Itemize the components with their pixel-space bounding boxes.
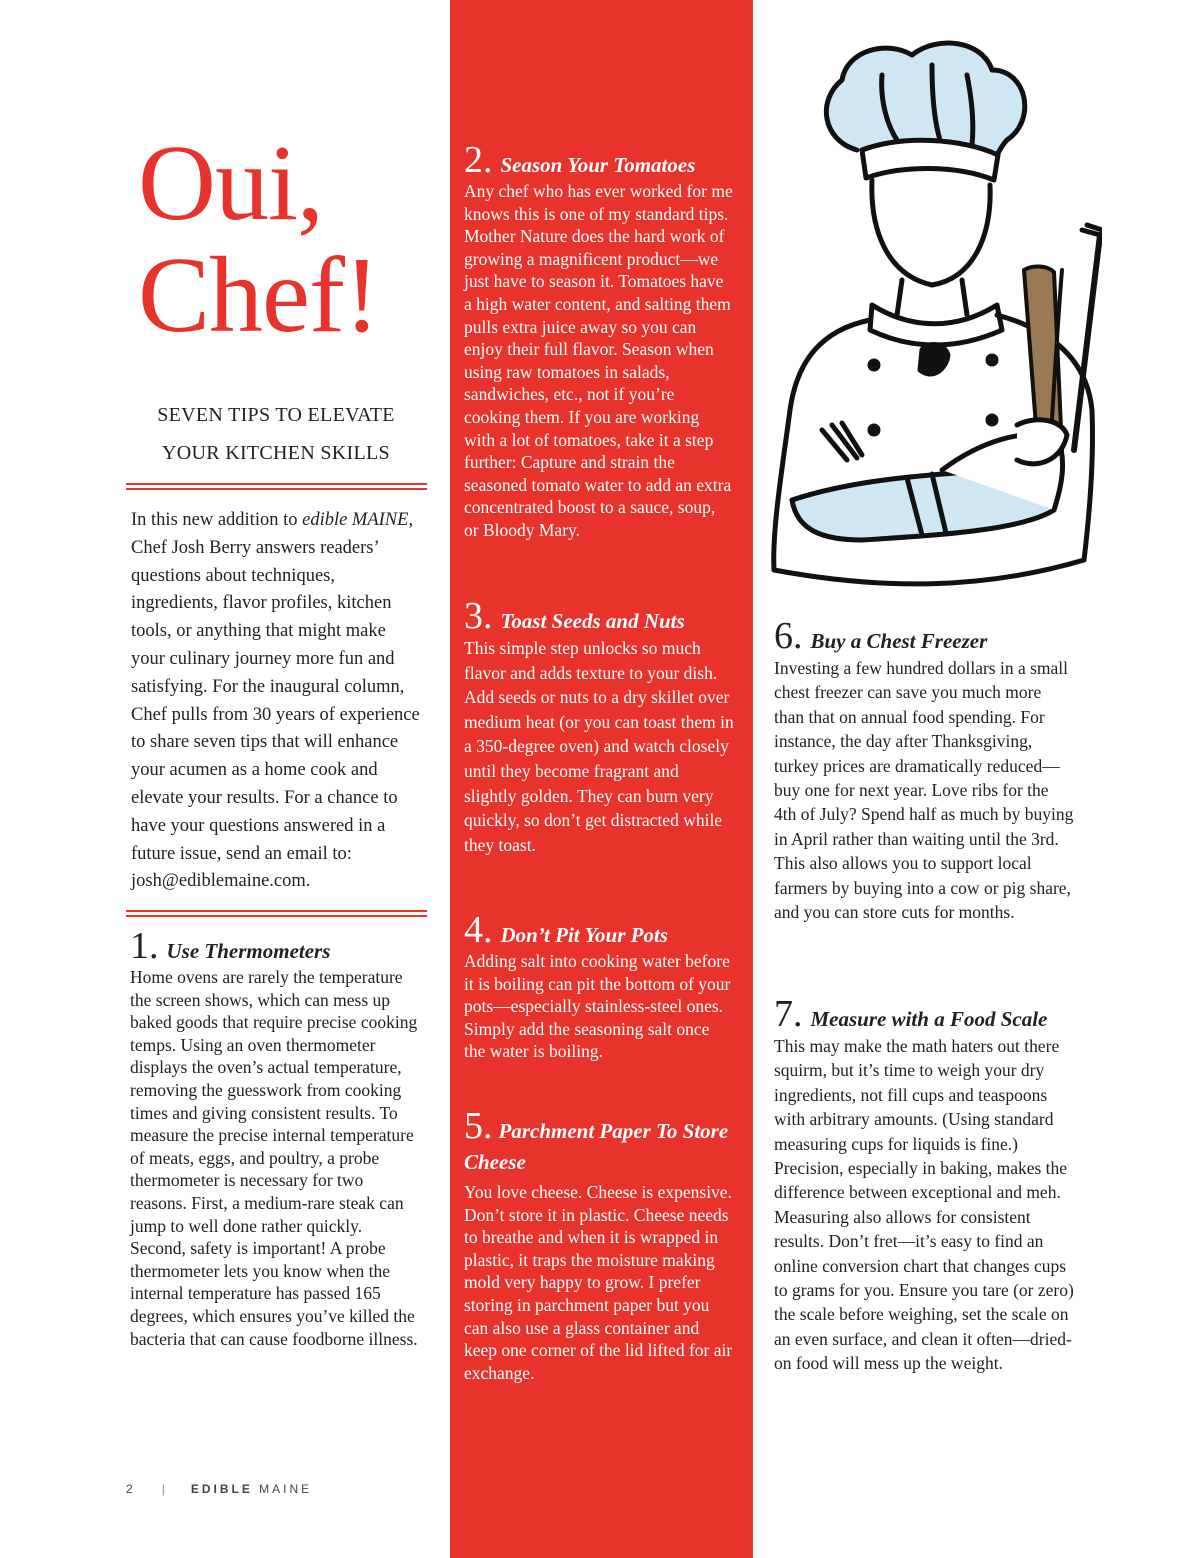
tip-3-number: 3. [464,595,493,637]
tip-3 [464,594,734,857]
page-number: 2 [126,1482,136,1496]
tip-5-heading [464,1105,734,1179]
intro-text-1: In this new addition to [131,510,303,530]
tip-5 [464,1105,734,1384]
tip-7-heading [774,992,1074,1036]
divider-top [126,483,427,490]
tip-7-number: 7. [774,993,803,1035]
chef-illustration [762,30,1102,610]
title-line-2: Chef! [138,236,379,355]
tip-6-number: 6. [774,615,803,657]
tip-2 [464,138,734,542]
tip-1-heading [130,924,420,968]
tip-2-heading [464,138,734,182]
tip-2-number: 2. [464,139,493,181]
title-line-1: Oui, [138,124,323,243]
divider-bottom [126,910,427,917]
page-title [138,124,438,355]
tip-6-body: Investing a few hundred dollars in a small chest freezer can save you much more than that on annual food spending. For instance, the day after Thanksgiving, turkey prices are dramatically reduced—buy one for next year. Love ribs for the 4th of July? Spend half as much by buying in April rather than waiting until the 3rd. This also allows you to support local farmers by buying into a cow or pig share, and you can store cuts for months. [774,658,1074,923]
tip-3-heading [464,594,734,638]
intro-magazine-name: edible MAINE, [302,510,414,530]
intro-paragraph [131,507,423,896]
tip-1-number: 1. [130,925,159,967]
tip-7-body: This may make the math haters out there squirm, but it’s time to weigh your dry ingredients, not fill cups and teaspoons with arbitrary amounts. (Using standard measuring cups for liquids is fine.) Precision, especially in baking, makes the difference between exceptional and meh. Measuring also allows for consistent results. Don’t fret—it’s easy to find an online conversion chart that changes cups to grams for you. Ensure you tare (or zero) the scale before weighing, set the scale on an even surface, and clean it often—dried-on food will mess up the weight. [774,1036,1074,1374]
subtitle-line-2: YOUR KITCHEN SKILLS [162,442,390,464]
tip-2-body: Any chef who has ever worked for me knows this is one of my standard tips. Mother Nature does the hard work of growing a magnificent product—we just have to season it. Tomatoes have a high water content, and salting them pulls extra juice away so you can enjoy their full flavor. Season when using raw tomatoes in salads, sandwiches, etc., not if you’re cooking them. If you are working with a lot of tomatoes, take it a step further: Capture and strain the seasoned tomato water to add an extra concentrated boost to a sauce, soup, or Bloody Mary. [464,181,733,540]
subtitle [126,396,426,472]
tip-6-title: Buy a Chest Freezer [810,629,988,653]
subtitle-line-1: SEVEN TIPS TO ELEVATE [157,404,395,426]
tip-3-body: This simple step unlocks so much flavor and adds texture to your dish. Add seeds or nuts to a dry skillet over medium heat (or you can toast them in a 350-degree oven) and watch closely until they become fragrant and slightly golden. They can burn very quickly, so don’t get distracted while they toast. [464,638,734,855]
intro-text-2: Chef Josh Berry answers readers’ questions about techniques, ingredients, flavor profiles, kitchen tools, or anything that might make your culinary journey more fun and satisfying. For the inaugural column, Chef pulls from 30 years of experience to share seven tips that will enhance your acumen as a home cook and elevate your results. For a chance to have your questions answered in a future issue, send an email to: josh@ediblemaine.com. [131,537,420,892]
tip-1 [130,924,420,1350]
footer-brand-light: MAINE [259,1482,313,1496]
tip-4-body: Adding salt into cooking water before it is boiling can pit the bottom of your pots—especially stainless-steel ones. Simply add the seasoning salt once the water is boiling. [464,951,731,1062]
tip-5-title: Parchment Paper To Store Cheese [464,1119,729,1174]
tip-4-title: Don’t Pit Your Pots [500,923,668,947]
tip-3-title: Toast Seeds and Nuts [500,609,685,633]
tip-1-title: Use Thermometers [166,939,331,963]
tip-7-title: Measure with a Food Scale [810,1007,1048,1031]
tip-5-number: 5. [464,1105,493,1147]
tip-4 [464,908,734,1063]
tip-1-body: Home ovens are rarely the temperature the screen shows, which can mess up baked goods that require precise cooking temps. Using an oven thermometer displays the oven’s actual temperature, removing the guesswork from cooking times and giving consistent results. To measure the precise internal temperature of meats, eggs, and poultry, a probe thermometer is necessary for two reasons. First, a medium-rare steak can jump to well done rather quickly. Second, safety is important! A probe thermometer lets you know when the internal temperature has passed 165 degrees, which ensures you’ve killed the bacteria that can cause foodborne illness. [130,967,418,1349]
footer-separator: | [161,1482,165,1496]
tip-4-heading [464,908,734,952]
tip-6-heading [774,614,1074,658]
tip-4-number: 4. [464,909,493,951]
tip-2-title: Season Your Tomatoes [500,153,696,177]
footer-brand-bold: EDIBLE [190,1482,253,1496]
tip-5-body: You love cheese. Cheese is expensive. Don’t store it in plastic. Cheese needs to breathe and when it is wrapped in plastic, it traps the moisture making mold very happy to grow. I prefer storing in parchment paper but you can also use a glass container and keep one corner of the lid lifted for air exchange. [464,1182,733,1383]
page-footer [126,1482,312,1496]
tip-7 [774,992,1074,1376]
tip-6 [774,614,1074,924]
